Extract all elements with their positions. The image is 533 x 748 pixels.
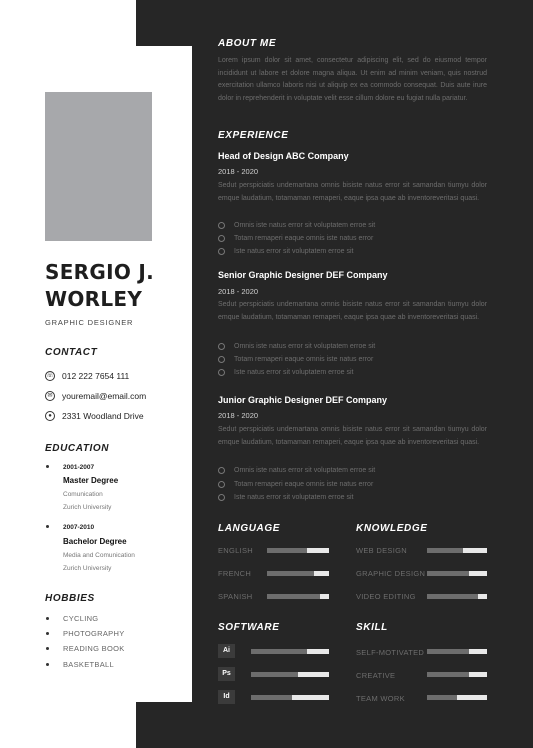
language-heading: LANGUAGE (218, 523, 281, 534)
education-bullet (46, 465, 49, 468)
profile-name: SERGIO J. WORLEY (45, 260, 155, 311)
job-years: 2018 - 2020 (218, 287, 259, 296)
education-bullet (46, 525, 49, 528)
contact-phone (45, 369, 129, 383)
job-point-text: Omnis iste natus error sit voluptatem erroe sit (234, 466, 376, 474)
job-years: 2018 - 2020 (218, 411, 259, 420)
circle-bullet-icon (218, 356, 225, 363)
skill-bar (427, 672, 487, 677)
education-years: 2001-2007 (63, 464, 95, 471)
profile-photo-placeholder (45, 92, 152, 241)
hobby-bullet (46, 647, 49, 650)
education-degree: Bachelor Degree (63, 537, 127, 546)
circle-bullet-icon (218, 343, 225, 350)
job-point-text: Omnis iste natus error sit voluptatem erroe sit (234, 342, 376, 350)
job-point (218, 367, 353, 377)
contact-phone-text: 012 222 7654 111 (62, 371, 130, 381)
education-years: 2007-2010 (63, 524, 95, 531)
job-point-text: Totam remaperi eaque omnis iste natus error (234, 480, 374, 488)
email-icon: ✉ (45, 391, 55, 401)
software-bar-fill (251, 649, 307, 654)
hobby-bullet (46, 617, 49, 620)
job-description: Sedut perspiciatis undemartana omnis bisiste natus error sit samandan tiumyu dolor emque laudatium, totamaman remaperi, eaque ipsa quae ab inventoreveritasi quasi. (218, 301, 487, 321)
skill-bar-fill (427, 649, 469, 654)
education-school: Zurich University (63, 504, 112, 511)
language-label: FRENCH (218, 569, 252, 578)
hobby-item: CYCLING (63, 614, 99, 623)
contact-heading: CONTACT (45, 347, 98, 358)
skill-label: TEAM WORK (356, 694, 405, 703)
knowledge-bar-fill (427, 548, 463, 553)
phone-icon: ☏ (46, 373, 54, 379)
software-bar-fill (251, 672, 298, 677)
hobby-item: BASKETBALL (63, 660, 114, 669)
indesign-icon: Id (218, 690, 235, 704)
job-point (218, 479, 373, 489)
hobby-bullet (46, 632, 49, 635)
job-point-text: Totam remaperi eaque omnis iste natus error (234, 355, 374, 363)
circle-bullet-icon (218, 248, 225, 255)
software-heading: SOFTWARE (218, 622, 280, 633)
job-point-text: Iste natus error sit voluptatem erroe sit (234, 247, 354, 255)
job-point-text: Omnis iste natus error sit voluptatem erroe sit (234, 221, 376, 229)
education-field: Comunication (63, 491, 103, 498)
location-icon: ● (45, 411, 55, 421)
language-label: SPANISH (218, 592, 253, 601)
education-field: Media and Comunication (63, 552, 135, 559)
software-bar (251, 672, 329, 677)
software-bar-fill (251, 695, 292, 700)
education-degree: Master Degree (63, 476, 119, 485)
hobbies-heading: HOBBIES (45, 593, 95, 604)
circle-bullet-icon (218, 467, 225, 474)
knowledge-label: WEB DESIGN (356, 546, 407, 555)
job-title: Senior Graphic Designer DEF Company (218, 270, 388, 280)
circle-bullet-icon (218, 481, 225, 488)
language-bar-fill (267, 571, 314, 576)
contact-email (45, 389, 146, 403)
illustrator-icon: Ai (218, 644, 235, 658)
skill-label: CREATIVE (356, 671, 396, 680)
skill-bar (427, 649, 487, 654)
job-point-text: Iste natus error sit voluptatem erroe sit (234, 493, 354, 501)
knowledge-bar (427, 548, 487, 553)
job-years: 2018 - 2020 (218, 167, 259, 176)
job-point (218, 465, 375, 475)
software-bar (251, 649, 329, 654)
about-text: Lorem ipsum dolor sit amet, consectetur adipiscing elit, sed do eiusmod tempor incididunt ut labore et dolore magna aliqua. Ut enim ad minim veniam, quis nostrud exercitation ullamco laboris nisi ut aliquip ex ea commodo consequat. Duis aute irure dolor in reprehenderit in voluptate velit esse cillum dolore eu fugiat nulla pariatur. (218, 57, 487, 102)
contact-email-text: youremail@email.com (62, 391, 147, 401)
knowledge-label: GRAPHIC DESIGN (356, 569, 426, 578)
skill-label: SELF-MOTIVATED (356, 648, 425, 657)
job-point (218, 492, 353, 502)
circle-bullet-icon (218, 222, 225, 229)
education-school: Zurich University (63, 565, 112, 572)
about-heading: ABOUT ME (218, 38, 277, 49)
job-point (218, 233, 373, 243)
job-title: Head of Design ABC Company (218, 151, 349, 161)
photoshop-icon: Ps (218, 667, 235, 681)
knowledge-bar (427, 594, 487, 599)
skill-heading: SKILL (356, 622, 388, 633)
job-point (218, 341, 375, 351)
knowledge-bar-fill (427, 571, 469, 576)
job-point-text: Iste natus error sit voluptatem erroe sit (234, 368, 354, 376)
software-bar (251, 695, 329, 700)
job-description: Sedut perspiciatis undemartana omnis bisiste natus error sit samandan tiumyu dolor emque laudatium, totamaman remaperi, eaque ipsa quae ab inventoreveritasi quasi. (218, 182, 487, 202)
language-bar (267, 594, 329, 599)
language-bar (267, 548, 329, 553)
language-label: ENGLISH (218, 546, 254, 555)
education-heading: EDUCATION (45, 443, 110, 454)
circle-bullet-icon (218, 494, 225, 501)
job-point (218, 246, 353, 256)
skill-bar-fill (427, 695, 457, 700)
knowledge-heading: KNOWLEDGE (356, 523, 428, 534)
contact-address-text: 2331 Woodland Drive (62, 411, 144, 421)
knowledge-bar-fill (427, 594, 478, 599)
language-bar-fill (267, 548, 307, 553)
hobby-bullet (46, 663, 49, 666)
language-bar-fill (267, 594, 320, 599)
hobby-item: READING BOOK (63, 644, 125, 653)
experience-heading: EXPERIENCE (218, 130, 289, 141)
job-description: Sedut perspiciatis undemartana omnis bisiste natus error sit samandan tiumyu dolor emque laudatium, totamaman remaperi, eaque ipsa quae ab inventoreveritasi quasi. (218, 426, 487, 446)
knowledge-bar (427, 571, 487, 576)
skill-bar-fill (427, 672, 469, 677)
job-point (218, 220, 375, 230)
contact-address (45, 409, 144, 423)
job-point (218, 354, 373, 364)
skill-bar (427, 695, 487, 700)
profile-title: GRAPHIC DESIGNER (45, 318, 134, 327)
knowledge-label: VIDEO EDITING (356, 592, 416, 601)
circle-bullet-icon (218, 235, 225, 242)
circle-bullet-icon (218, 369, 225, 376)
hobby-item: PHOTOGRAPHY (63, 629, 125, 638)
job-title: Junior Graphic Designer DEF Company (218, 395, 388, 405)
language-bar (267, 571, 329, 576)
job-point-text: Totam remaperi eaque omnis iste natus error (234, 234, 374, 242)
